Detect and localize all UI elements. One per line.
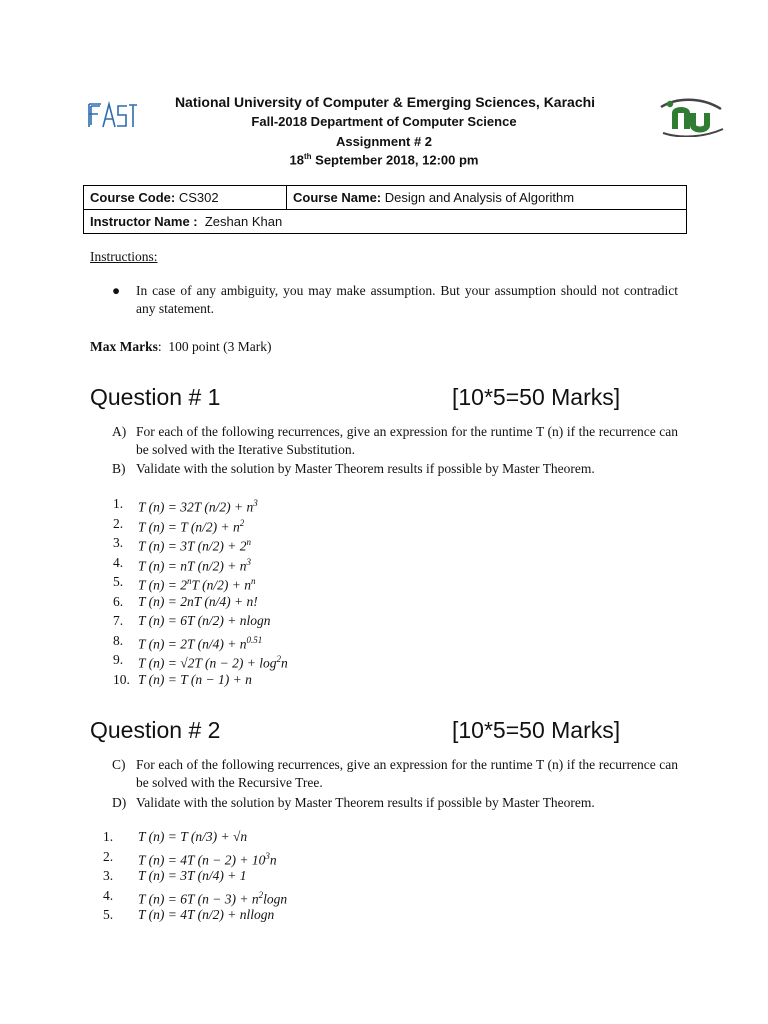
equation-sup: 2 bbox=[239, 517, 245, 528]
department-line: Fall-2018 Department of Computer Science bbox=[251, 114, 517, 129]
equation-number: 3. bbox=[113, 535, 124, 550]
equation-lhs: T (n) = 2 bbox=[138, 577, 187, 593]
instructor-value: Zeshan Khan bbox=[197, 214, 283, 229]
equation-lhs: T (n) = 3T (n/4) + 1 bbox=[138, 868, 247, 883]
question-2-title: Question # 2 bbox=[90, 717, 221, 743]
equation-text bbox=[138, 670, 252, 690]
question-1-title: Question # 1 bbox=[90, 384, 221, 410]
date-day: 18 bbox=[289, 152, 304, 168]
question-1-heading bbox=[90, 384, 650, 411]
equation-text bbox=[138, 592, 258, 612]
equation-lhs: T (n) = 4T (n − 2) + 10 bbox=[138, 852, 266, 867]
equation-tail: n bbox=[269, 852, 277, 867]
equation-text bbox=[138, 866, 246, 886]
task-text: For each of the following recurrences, give an expression for the runtime T (n) if the recurrence can be solved with the Recursive Tree. bbox=[136, 757, 678, 790]
equation-lhs: T (n) = 3T (n/2) + 2 bbox=[138, 538, 247, 554]
task-text: For each of the following recurrences, give an expression for the runtime T (n) if the recurrence can be solved with the Iterative Substitution. bbox=[136, 424, 678, 457]
max-marks bbox=[90, 338, 272, 356]
instruction-text: In case of any ambiguity, you may make assumption. But your assumption should not contradict any statement. bbox=[136, 283, 678, 316]
equation-lhs: T (n) = nT (n/2) + n bbox=[138, 558, 247, 573]
equation-number: 5. bbox=[113, 574, 124, 589]
task-label: C) bbox=[112, 757, 126, 772]
instructor-row bbox=[84, 210, 687, 234]
instructor-cell bbox=[84, 210, 687, 234]
equation-sup: 3 bbox=[246, 556, 251, 567]
task-label: D) bbox=[112, 795, 127, 810]
equation-number: 4. bbox=[113, 554, 124, 570]
bullet-dot-icon: ● bbox=[112, 283, 121, 298]
task-text: Validate with the solution by Master Theorem results if possible by Master Theorem. bbox=[136, 461, 595, 476]
task-text: Validate with the solution by Master Theorem results if possible by Master Theorem. bbox=[136, 795, 595, 810]
equation-number: 6. bbox=[113, 593, 124, 609]
course-row bbox=[84, 186, 687, 210]
equation-number: 1. bbox=[103, 829, 114, 844]
course-info-table bbox=[83, 185, 687, 234]
equation-lhs: T (n) = √2T (n − 2) + log bbox=[138, 655, 277, 671]
equation-sup: n bbox=[246, 537, 251, 547]
university-name: National University of Computer & Emerging Sciences, Karachi bbox=[174, 94, 596, 110]
max-marks-label: Max Marks bbox=[90, 339, 158, 354]
equation-lhs: T (n) = T (n/3) + √n bbox=[138, 829, 248, 844]
equation-lhs: T (n) = 6T (n − 3) + n bbox=[138, 891, 259, 906]
task-label: A) bbox=[112, 424, 127, 439]
max-marks-value: : 100 point (3 Mark) bbox=[157, 339, 272, 354]
date-suffix: th bbox=[303, 152, 312, 161]
due-date bbox=[0, 152, 768, 167]
course-name-value: Design and Analysis of Algorithm bbox=[381, 190, 575, 205]
equation-sup: 0.51 bbox=[246, 634, 263, 645]
instructions-heading: Instructions: bbox=[90, 249, 158, 264]
date-rest: September 2018, 12:00 pm bbox=[311, 152, 479, 168]
course-name-label: Course Name: bbox=[293, 190, 382, 205]
equation-number: 2. bbox=[103, 848, 114, 864]
equation-number: 3. bbox=[103, 868, 114, 883]
equation-sup: 3 bbox=[253, 498, 258, 508]
equation-number: 10. bbox=[113, 671, 130, 687]
equation-sup: 2 bbox=[258, 889, 264, 900]
equation-number: 1. bbox=[113, 496, 124, 511]
equation-text bbox=[138, 905, 274, 925]
equation-lhs: T (n) = 32T (n/2) + n bbox=[138, 499, 254, 515]
instructor-label: Instructor Name : bbox=[90, 214, 198, 229]
equation-sup: n bbox=[187, 576, 192, 586]
question-2-marks: [10*5=50 Marks] bbox=[452, 717, 621, 743]
equation-tail: logn bbox=[263, 891, 288, 906]
equation-lhs: T (n) = T (n − 1) + n bbox=[138, 671, 252, 687]
equation-text bbox=[138, 611, 270, 631]
course-name-cell bbox=[287, 186, 687, 210]
task-label: B) bbox=[112, 461, 126, 476]
equation-tail: n bbox=[281, 655, 288, 671]
equation-sup2: n bbox=[251, 576, 256, 586]
equation-sup: 2 bbox=[276, 654, 282, 664]
question-1-marks: [10*5=50 Marks] bbox=[452, 384, 621, 410]
equation-text bbox=[138, 827, 247, 847]
equation-lhs: T (n) = 4T (n/2) + nllogn bbox=[138, 907, 275, 922]
equation-number: 7. bbox=[113, 613, 124, 628]
equation-number: 9. bbox=[113, 652, 124, 667]
equation-number: 2. bbox=[113, 515, 124, 531]
question-2-heading bbox=[90, 717, 650, 744]
equation-lhs: T (n) = 6T (n/2) + nlogn bbox=[138, 613, 271, 628]
course-code-value: CS302 bbox=[175, 190, 219, 205]
course-code-cell bbox=[84, 186, 287, 210]
equation-number: 5. bbox=[103, 907, 114, 922]
course-code-label: Course Code: bbox=[90, 190, 176, 205]
assignment-title: Assignment # 2 bbox=[335, 134, 433, 149]
equation-sup: 3 bbox=[265, 850, 270, 861]
equation-lhs: T (n) = T (n/2) + n bbox=[138, 519, 240, 534]
equation-number: 4. bbox=[103, 887, 114, 903]
equation-tail: T (n/2) + n bbox=[191, 577, 251, 593]
equation-lhs: T (n) = 2nT (n/4) + n! bbox=[138, 593, 258, 609]
equation-number: 8. bbox=[113, 632, 124, 648]
equation-lhs: T (n) = 2T (n/4) + n bbox=[138, 636, 247, 651]
